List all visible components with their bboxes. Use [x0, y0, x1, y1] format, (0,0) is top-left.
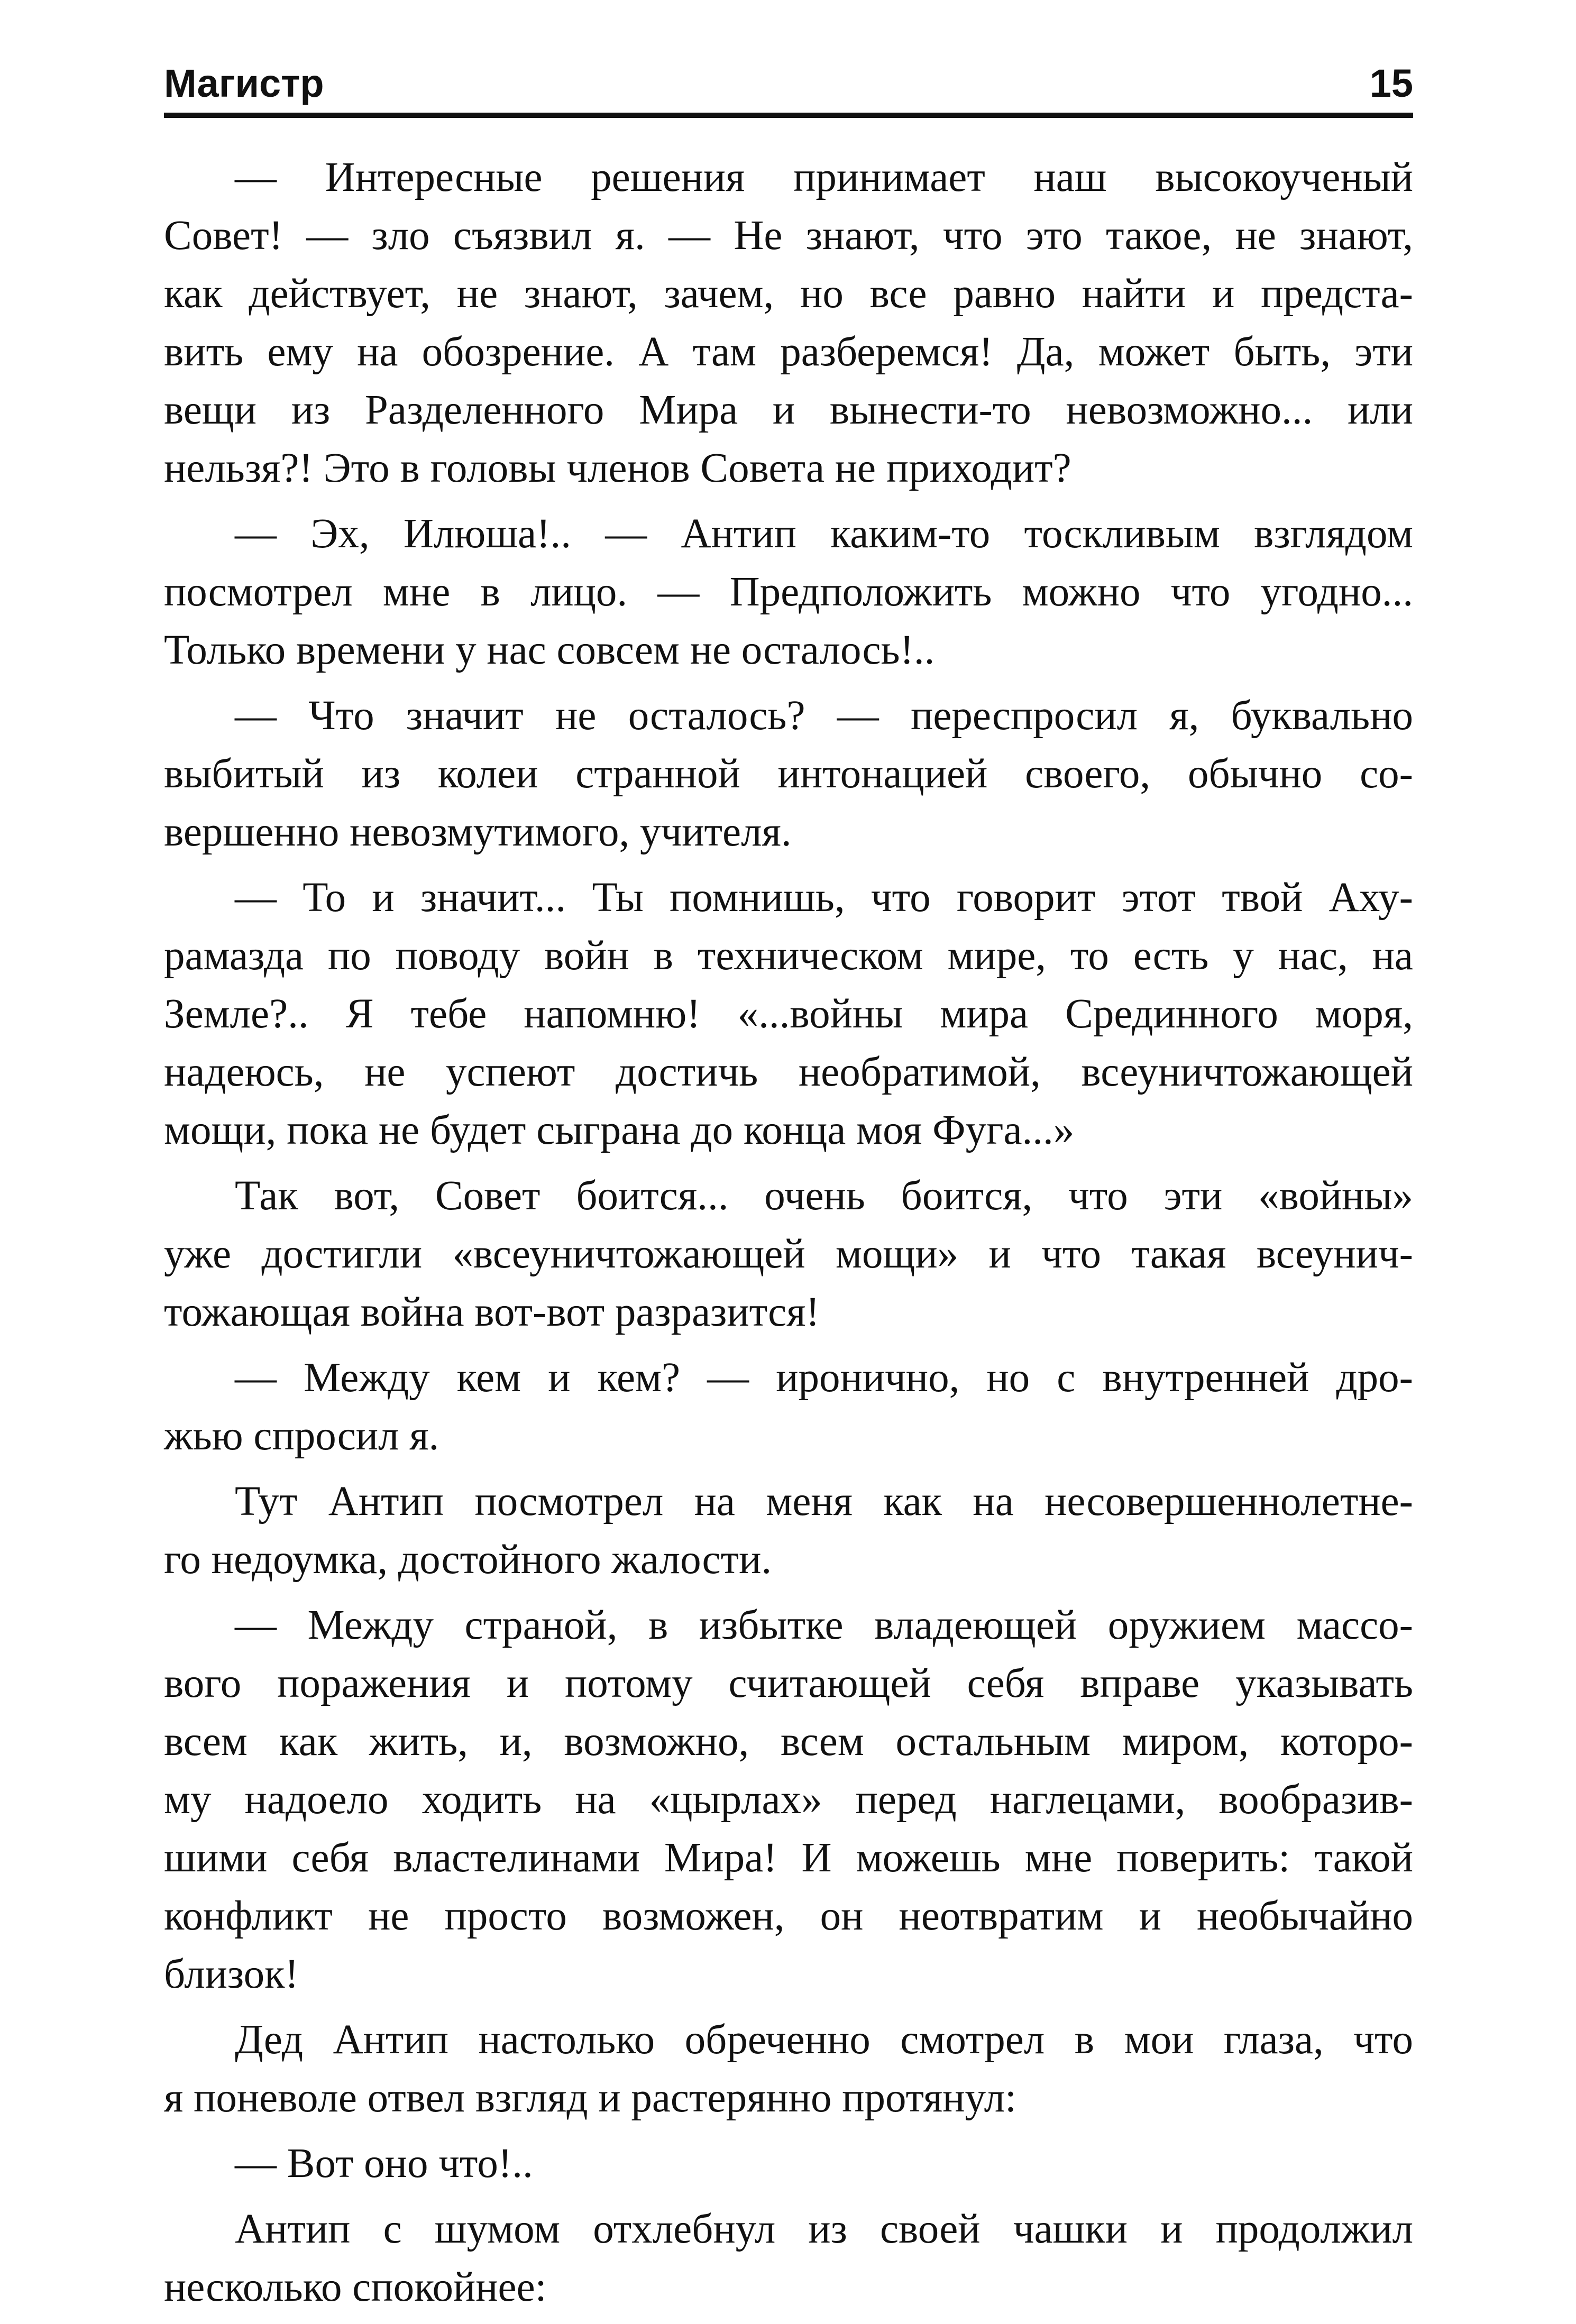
text-line: — Что значит не осталось? — переспросил я, буквально — [235, 693, 1413, 739]
text-line: нельзя?! Это в головы членов Совета не приходит? — [164, 445, 1071, 491]
text-line: несколько спокойнее: — [164, 2264, 547, 2310]
text-line: жью спросил я. — [164, 1413, 439, 1459]
paragraph — [164, 1596, 1413, 2004]
running-head — [164, 50, 1413, 103]
text-line: выбитый из колеи странной интонацией своего, обычно со- — [164, 751, 1413, 797]
text-line: го недоумка, достойного жалости. — [164, 1537, 772, 1583]
paragraph — [164, 1167, 1413, 1342]
text-line: Земле?.. Я тебе напомню! «...войны мира Срединного моря, — [164, 991, 1413, 1037]
text-line: рамазда по поводу войн в техническом мире, то есть у нас, на — [164, 933, 1413, 979]
text-line: му надоело ходить на «цырлах» перед наглецами, вообразив- — [164, 1777, 1413, 1823]
text-line: надеюсь, не успеют достичь необратимой, всеуничтожающей — [164, 1049, 1413, 1095]
text-line: Тут Антип посмотрел на меня как на несовершеннолетне- — [235, 1478, 1413, 1524]
paragraph — [164, 505, 1413, 679]
text-line: вить ему на обозрение. А там разберемся! Да, может быть, эти — [164, 329, 1413, 375]
text-line: я поневоле отвел взгляд и растерянно протянул: — [164, 2075, 1016, 2121]
text-line: — Между страной, в избытке владеющей оружием массо- — [235, 1602, 1413, 1648]
paragraph — [164, 687, 1413, 861]
text-line: уже достигли «всеуничтожающей мощи» и что такая всеунич- — [164, 1231, 1413, 1277]
text-line: Дед Антип настолько обреченно смотрел в мои глаза, что — [235, 2017, 1413, 2063]
text-line: шими себя властелинами Мира! И можешь мне поверить: такой — [164, 1835, 1413, 1881]
text-line: Только времени у нас совсем не осталось!.. — [164, 627, 935, 673]
paragraph — [164, 149, 1413, 498]
running-head-title: Магистр — [164, 61, 324, 105]
text-line: близок! — [164, 1951, 299, 1997]
text-line: Так вот, Совет боится... очень боится, что эти «войны» — [235, 1173, 1413, 1219]
text-line: конфликт не просто возможен, он неотвратим и необычайно — [164, 1893, 1413, 1939]
text-line: посмотрел мне в лицо. — Предположить можно что угодно... — [164, 569, 1413, 615]
paragraph — [164, 1473, 1413, 1589]
text-line: мощи, пока не будет сыграна до конца моя Фуга...» — [164, 1107, 1075, 1153]
page-number: 15 — [1369, 61, 1413, 105]
text-line: — Эх, Илюша!.. — Антип каким-то тоскливым взглядом — [235, 511, 1413, 557]
paragraph — [164, 2011, 1413, 2127]
text-line: вого поражения и потому считающей себя вправе указывать — [164, 1660, 1413, 1706]
text-line: как действует, не знают, зачем, но все равно найти и предста- — [164, 271, 1413, 317]
text-line: всем как жить, и, возможно, всем остальным миром, которо- — [164, 1719, 1413, 1765]
text-line: — Между кем и кем? — иронично, но с внутренней дро- — [235, 1355, 1413, 1401]
text-line: — Интересные решения принимает наш высокоученый — [235, 154, 1413, 200]
text-line: вещи из Разделенного Мира и вынести-то невозможно... или — [164, 387, 1413, 433]
book-page — [164, 50, 1413, 2324]
text-line: Антип с шумом отхлебнул из своей чашки и продолжил — [235, 2206, 1413, 2252]
header-rule — [164, 113, 1413, 118]
text-line: — То и значит... Ты помнишь, что говорит этот твой Аху- — [235, 875, 1413, 921]
text-line: вершенно невозмутимого, учителя. — [164, 809, 792, 855]
paragraph — [164, 2200, 1413, 2317]
text-line: Совет! — зло съязвил я. — Не знают, что это такое, не знают, — [164, 213, 1413, 259]
paragraph — [164, 1349, 1413, 1465]
text-line: — Вот оно что!.. — [235, 2141, 533, 2187]
paragraph — [164, 869, 1413, 1160]
body-text — [164, 149, 1413, 2317]
text-line: тожающая война вот-вот разразится! — [164, 1289, 820, 1335]
paragraph — [164, 2135, 1413, 2193]
